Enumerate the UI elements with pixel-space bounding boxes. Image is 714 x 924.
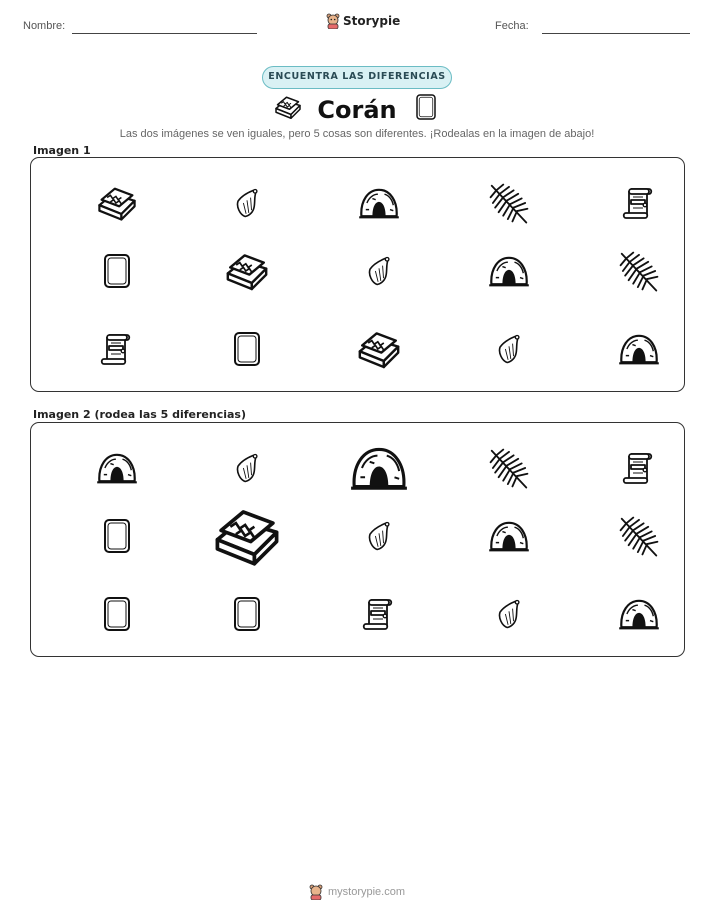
- palm-leaf-icon: [443, 164, 574, 242]
- footer: [0, 884, 714, 900]
- activity-badge: ENCUENTRA LAS DIFERENCIAS: [262, 66, 452, 89]
- page-title: Corán: [317, 95, 397, 124]
- quran-book-icon[interactable]: [181, 497, 312, 575]
- bag-icon[interactable]: [313, 497, 444, 575]
- bag-icon[interactable]: [181, 429, 312, 507]
- bag-icon: [443, 310, 574, 388]
- scroll-icon[interactable]: [573, 429, 704, 507]
- instructions: Las dos imágenes se ven iguales, pero 5 cosas son diferentes. ¡Rodealas en la imagen de abajo!: [119, 128, 595, 140]
- bag-icon[interactable]: [443, 575, 574, 653]
- cave-icon: [443, 232, 574, 310]
- brand-name: Storypie: [343, 14, 401, 28]
- bag-icon: [313, 232, 444, 310]
- cave-icon[interactable]: [573, 575, 704, 653]
- cave-icon[interactable]: [51, 429, 182, 507]
- quran-book-icon: [51, 164, 182, 242]
- bear-mascot-icon: [326, 13, 340, 29]
- scroll-icon[interactable]: [313, 575, 444, 653]
- name-field-line[interactable]: [72, 33, 257, 34]
- tablet-icon: [181, 310, 312, 388]
- quran-book-icon: [313, 310, 444, 388]
- picture-panel-1: [30, 157, 685, 392]
- palm-leaf-icon[interactable]: [573, 497, 704, 575]
- palm-leaf-icon: [573, 232, 704, 310]
- date-field-line[interactable]: [542, 33, 690, 34]
- scroll-icon: [573, 164, 704, 242]
- tablet-icon[interactable]: [51, 575, 182, 653]
- quran-book-icon: [273, 92, 303, 127]
- cave-icon[interactable]: [443, 497, 574, 575]
- palm-leaf-icon[interactable]: [443, 429, 574, 507]
- cave-icon: [573, 310, 704, 388]
- tablet-icon: [51, 232, 182, 310]
- picture-grid-2: [31, 423, 684, 656]
- tablet-icon: [411, 92, 441, 127]
- scroll-icon: [51, 310, 182, 388]
- brand-logo: [326, 13, 400, 29]
- panel-2-label: Imagen 2 (rodea las 5 diferencias): [33, 408, 247, 421]
- date-label: Fecha:: [495, 20, 529, 32]
- bag-icon: [181, 164, 312, 242]
- tablet-icon[interactable]: [181, 575, 312, 653]
- quran-book-icon: [181, 232, 312, 310]
- bear-mascot-icon: [309, 884, 323, 900]
- title-row: [0, 92, 714, 127]
- cave-icon: [313, 164, 444, 242]
- panel-1-label: Imagen 1: [33, 144, 91, 157]
- picture-panel-2[interactable]: [30, 422, 685, 657]
- footer-url: mystorypie.com: [327, 886, 406, 898]
- tablet-icon[interactable]: [51, 497, 182, 575]
- name-label: Nombre:: [23, 20, 66, 32]
- picture-grid-1: [31, 158, 684, 391]
- cave-icon[interactable]: [313, 429, 444, 507]
